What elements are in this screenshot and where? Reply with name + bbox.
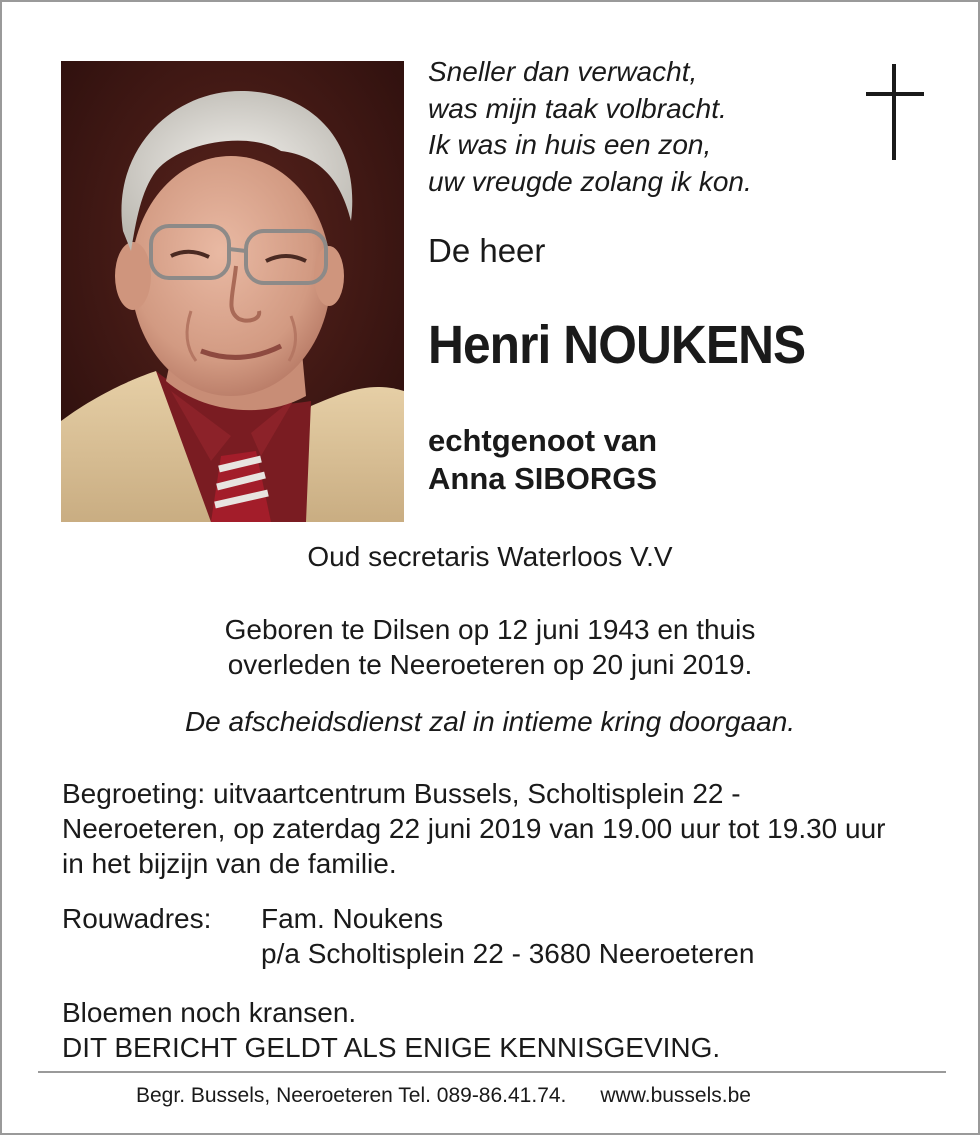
closing-line: DIT BERICHT GELDT ALS ENIGE KENNISGEVING.	[62, 1032, 721, 1063]
cross-icon	[866, 64, 924, 160]
closing-notice	[62, 995, 720, 1065]
address-lines	[261, 901, 754, 971]
closing-line: Bloemen noch kransen.	[62, 997, 357, 1028]
service-notice: De afscheidsdienst zal in intieme kring doorgaan.	[184, 706, 796, 737]
role-text: Oud secretaris Waterloos V.V	[307, 541, 673, 572]
deceased-name: Henri NOUKENS	[428, 315, 806, 375]
address-line: p/a Scholtisplein 22 - 3680 Neeroeteren	[261, 938, 755, 969]
footer-website-link[interactable]: www.bussels.be	[600, 1084, 751, 1107]
footer-divider	[38, 1071, 946, 1073]
poem-line: Ik was in huis een zon,	[428, 129, 712, 160]
poem-line: was mijn taak volbracht.	[428, 92, 727, 124]
spouse-info	[428, 422, 657, 498]
spouse-name: Anna SIBORGS	[428, 461, 658, 496]
death-line: overleden te Neeroeteren op 20 juni 2019.	[227, 649, 753, 680]
footer-contact: Begr. Bussels, Neeroeteren Tel. 089-86.41.74.	[136, 1084, 567, 1107]
greeting-info: Begroeting: uitvaartcentrum Bussels, Scholtisplein 22 - Neeroeteren, op zaterdag 22 juni 2019 van 19.00 uur tot 19.30 uur in het bijzijn van de familie.	[62, 778, 886, 879]
portrait-photo	[61, 61, 404, 522]
portrait-illustration	[61, 61, 404, 522]
poem	[428, 54, 752, 200]
address-label: Rouwadres:	[62, 903, 212, 934]
birth-death-info	[2, 612, 978, 682]
birth-line: Geboren te Dilsen op 12 juni 1943 en thuis	[224, 614, 756, 645]
poem-line: Sneller dan verwacht,	[428, 56, 698, 87]
spouse-relation: echtgenoot van	[428, 423, 658, 458]
footer	[136, 1084, 751, 1108]
poem-line: uw vreugde zolang ik kon.	[428, 165, 752, 197]
address-line: Fam. Noukens	[261, 903, 444, 934]
honorific-title: De heer	[428, 232, 546, 269]
